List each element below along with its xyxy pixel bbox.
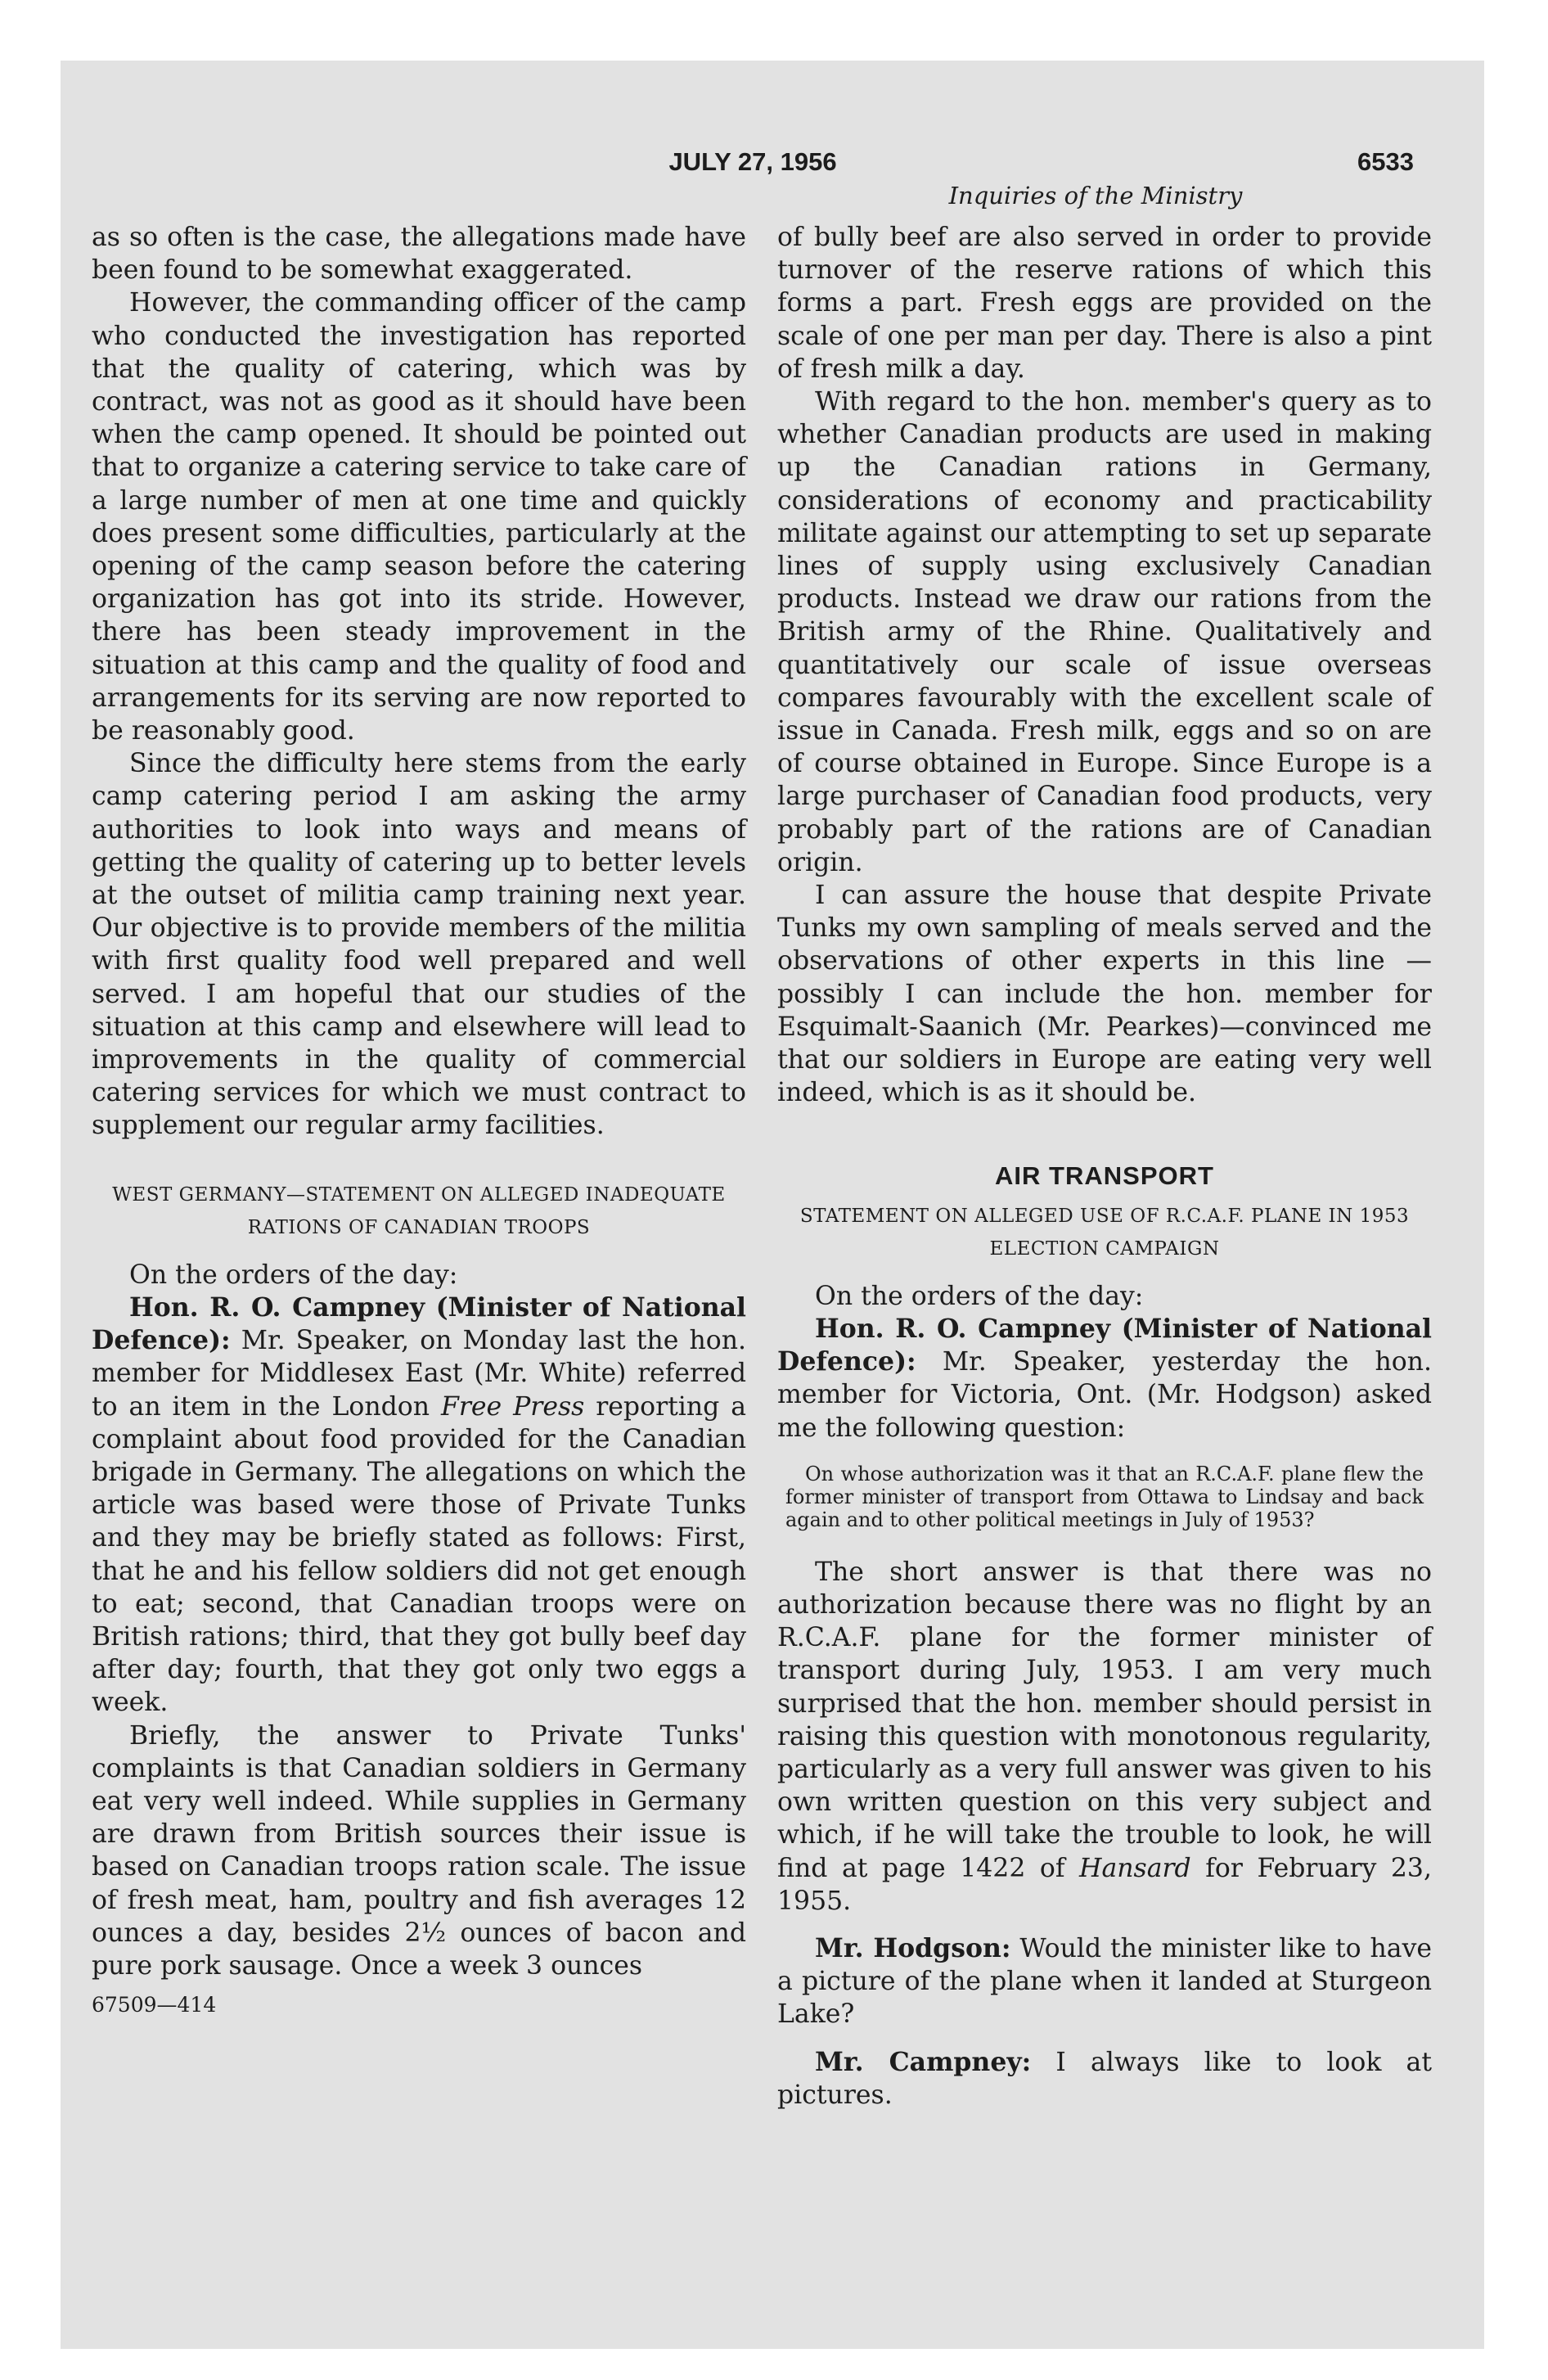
running-head: Inquiries of the Ministry bbox=[948, 182, 1243, 210]
newspaper-name: Free Press bbox=[440, 1391, 585, 1422]
paragraph: However, the commanding officer of the camp who conducted the investigation has reported that the quality of catering, which was by contract, was not as good as it should have been when the camp opened. It should be pointed out that to organize a catering service to take care of a large number of men at one time and quickly does present some difficulties, particularly at the opening of the camp season before the catering organization has got into its stride. However, there has been steady improvement in the situation at this camp and the quality of food and arrangements for its serving are now reported to be reasonably good. bbox=[92, 288, 746, 746]
right-column bbox=[777, 221, 1432, 2112]
text-run: Mr. Speaker, yesterday the hon. member for Victoria, Ont. (Mr. Hodgson) asked me the following question: bbox=[777, 1347, 1433, 1443]
section-heading: AIR TRANSPORT bbox=[995, 1161, 1214, 1191]
paragraph: of bully beef are also served in order to provide turnover of the reserve rations of which this forms a part. Fresh eggs are provided on the scale of one per man per day. There is also a pint of fresh milk a day. bbox=[777, 223, 1432, 384]
print-code: 67509—414 bbox=[92, 1993, 217, 2017]
text-run: Would the minister like to have a picture of the plane when it landed at Sturgeon Lake? bbox=[777, 1933, 1433, 2030]
paragraph: as so often is the case, the allegations made have been found to be somewhat exaggerated. bbox=[92, 223, 746, 286]
orders-line: On the orders of the day: bbox=[129, 1260, 458, 1290]
text-run: Mr. Speaker, on Monday last the hon. member for Middlesex East (Mr. White) referred to an item in the London bbox=[92, 1326, 747, 1422]
paragraph bbox=[92, 1291, 746, 1720]
sub-heading: STATEMENT ON ALLEGED USE OF R.C.A.F. PLANE IN 1953 ELECTION CAMPAIGN bbox=[799, 1205, 1410, 1260]
page-header bbox=[92, 147, 1414, 180]
speaker-name: Hon. R. O. Campney (Minister of National Defence): bbox=[777, 1313, 1432, 1377]
text-run: reporting a complaint about food provided for the Canadian brigade in Germany. The allegations on which the article was based were those of Private Tunks and they may be briefly stated as follows: First, that he and his fellow soldiers did not get enough to eat; second, that Canadian troops were on British rations; third, that they got bully beef day after day; fourth, that they got only two eggs a week. bbox=[92, 1391, 746, 1718]
speaker-name: Mr. Campney: bbox=[815, 2046, 1032, 2077]
page-number: 6533 bbox=[1357, 147, 1414, 176]
paragraph bbox=[777, 2046, 1432, 2112]
text-run: The short answer is that there was no authorization because there was no flight by an R.C.A.F. plane for the former minister of transport during July, 1953. I am very much surprised that the hon. member should persist in raising this question with monotonous regularity, particularly as a very full answer was given to his own written question on this very subject and which, if he will take the trouble to look, he will find at page 1422 of bbox=[777, 1557, 1432, 1883]
section-heading: WEST GERMANY—STATEMENT ON ALLEGED INADEQUATE RATIONS OF CANADIAN TROOPS bbox=[112, 1183, 726, 1238]
text-run: for February 23, 1955. bbox=[777, 1853, 1432, 1916]
paragraph: I can assure the house that despite Private Tunks my own sampling of meals served and the observations of other experts in this line —possibly I can include the hon. member for Esquimalt-Saanich (Mr. Pearkes)—convinced me that our soldiers in Europe are eating very well indeed, which is as it should be. bbox=[777, 881, 1432, 1108]
quoted-question: On whose authorization was it that an R.C.A.F. plane flew the former minister of transport from Ottawa to Lindsay and back again and to other political meetings in July of 1953? bbox=[785, 1462, 1424, 1531]
paragraph bbox=[777, 1932, 1432, 2031]
page-date: JULY 27, 1956 bbox=[668, 147, 837, 176]
paragraph: With regard to the hon. member's query as to whether Canadian products are used in making up the Canadian rations in Germany, considerations of economy and practicability militate against our attempting to set up separate lines of supply using exclusively Canadian products. Instead we draw our rations from the British army of the Rhine. Qualitatively and quantitatively our scale of issue overseas compares favourably with the excellent scale of issue in Canada. Fresh milk, eggs and so on are of course obtained in Europe. Since Europe is a large purchaser of Canadian food products, very probably part of the rations are of Canadian origin. bbox=[777, 387, 1432, 877]
left-column bbox=[92, 221, 746, 2022]
orders-line: On the orders of the day: bbox=[815, 1281, 1144, 1311]
paragraph bbox=[777, 1313, 1432, 1445]
paragraph: Since the difficulty here stems from the early camp catering period I am asking the army authorities to look into ways and means of getting the quality of catering up to better levels at the outset of militia camp training next year. Our objective is to provide members of the militia with first quality food well prepared and well served. I am hopeful that our studies of the situation at this camp and elsewhere will lead to improvements in the quality of commercial catering services for which we must contract to supplement our regular army facilities. bbox=[92, 749, 746, 1141]
paragraph bbox=[777, 1556, 1432, 1918]
speaker-name: Mr. Hodgson: bbox=[815, 1932, 1011, 1963]
paragraph: Briefly, the answer to Private Tunks' complaints is that Canadian soldiers in Germany eat very well indeed. While supplies in Germany are drawn from British sources their issue is based on Canadian troops ration scale. The issue of fresh meat, ham, poultry and fish averages 12 ounces a day, besides 2½ ounces of bacon and pure pork sausage. Once a week 3 ounces bbox=[92, 1720, 746, 1981]
publication-name: Hansard bbox=[1079, 1853, 1191, 1883]
text-run: I always like to look at pictures. bbox=[777, 2047, 1432, 2110]
speaker-name: Hon. R. O. Campney (Minister of National Defence): bbox=[92, 1291, 746, 1356]
